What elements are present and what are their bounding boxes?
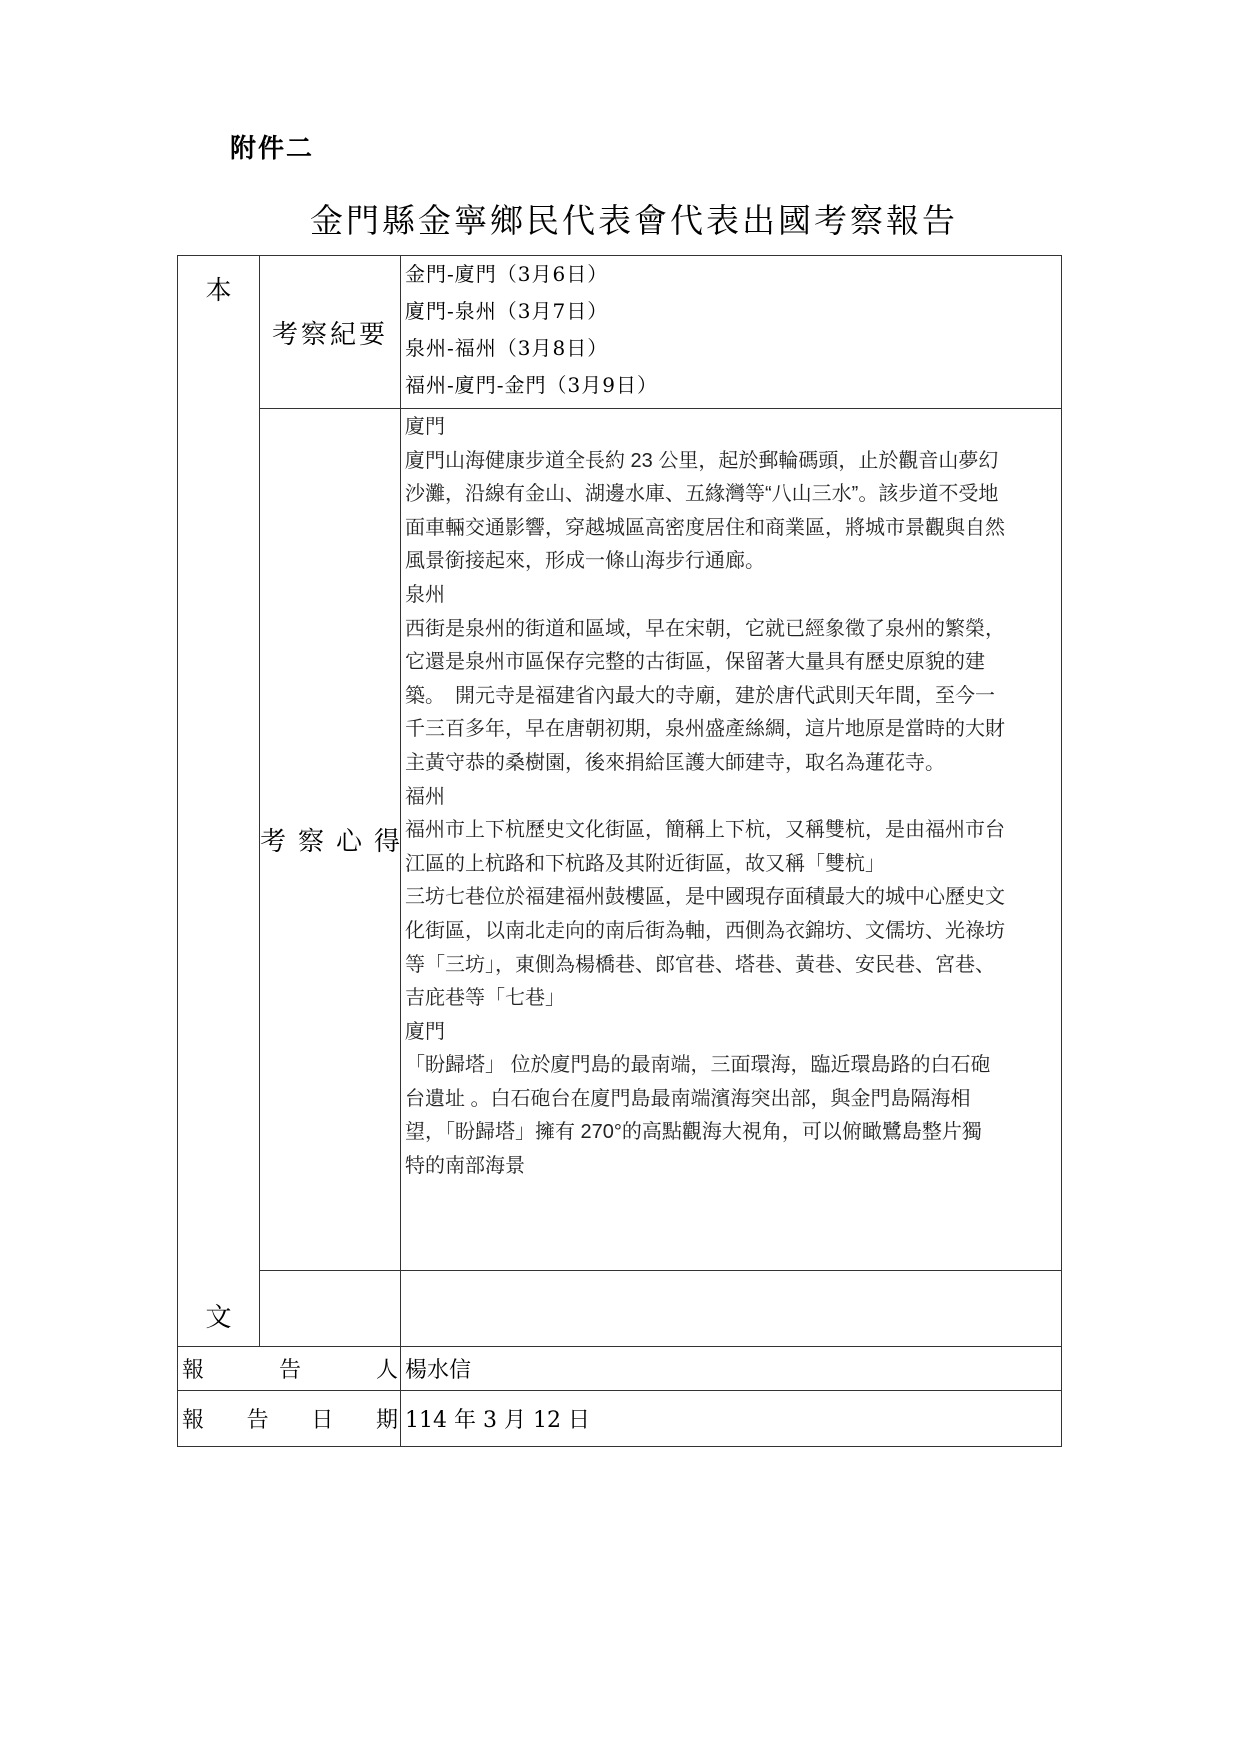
reporter-label [178, 1347, 401, 1391]
itinerary-item: 泉州-福州（3月8日） [405, 336, 609, 360]
itinerary-item: 福州-廈門-金門（3月9日） [405, 373, 658, 397]
empty-row [178, 1271, 1062, 1347]
itinerary-row [178, 256, 1062, 409]
itinerary-label: 考察紀要 [260, 256, 401, 409]
itinerary-cell [401, 256, 1062, 409]
notes-line: 江區的上杭路和下杭路及其附近街區，故又稱「雙杭」 [405, 852, 885, 875]
notes-line: 西街是泉州的街道和區域，早在宋朝，它就已經象徵了泉州的繁榮， [405, 617, 1005, 640]
attachment-label: 附件二 [230, 134, 315, 164]
notes-line: 「盼歸塔」 位於廈門島的最南端，三面環海，臨近環島路的白石砲 [405, 1054, 991, 1077]
notes-line: 主黃守恭的桑樹園，後來捐給匡護大師建寺，取名為蓮花寺。 [405, 751, 945, 774]
notes-line: 等「三坊」，東側為楊橋巷、郎官巷、塔巷、黃巷、安民巷、宮巷、 [405, 953, 995, 976]
notes-line: 特的南部海景 [405, 1155, 525, 1178]
notes-line: 沙灘，沿線有金山、湖邊水庫、五緣灣等“八山三水”。該步道不受地 [405, 483, 999, 506]
body-side-label [178, 256, 260, 1347]
notes-line: 望，「盼歸塔」擁有 270°的高點觀海大視角，可以俯瞰鷺島整片獨 [405, 1121, 982, 1144]
notes-line: 福州 [405, 785, 445, 808]
empty-value-cell [401, 1271, 1062, 1347]
notes-row [178, 409, 1062, 1271]
notes-line: 築。 開元寺是福建省內最大的寺廟，建於唐代武則天年間，至今一 [405, 684, 995, 707]
notes-line: 風景銜接起來，形成一條山海步行通廊。 [405, 550, 765, 573]
empty-label-cell [260, 1271, 401, 1347]
side-label-top: 本 [205, 276, 232, 306]
notes-line: 吉庇巷等「七巷」 [405, 987, 565, 1010]
label-char: 日 [311, 1408, 334, 1433]
side-label-bottom: 文 [205, 1303, 232, 1333]
notes-line: 廈門山海健康步道全長約 23 公里，起於郵輪碼頭，止於觀音山夢幻 [405, 449, 999, 472]
notes-line: 泉州 [405, 583, 445, 606]
label-char: 告 [278, 1358, 301, 1383]
reporter-row [178, 1347, 1062, 1391]
notes-cell [401, 409, 1062, 1271]
label-char: 人 [375, 1358, 398, 1383]
notes-line: 化街區，以南北走向的南后街為軸，西側為衣錦坊、文儒坊、光祿坊 [405, 919, 1005, 942]
notes-line: 廈門 [405, 1020, 445, 1043]
notes-line: 廈門 [405, 416, 445, 438]
notes-line: 三坊七巷位於福建福州鼓樓區，是中國現存面積最大的城中心歷史文 [405, 886, 1005, 909]
notes-line: 它還是泉州市區保存完整的古街區，保留著大量具有歷史原貌的建 [405, 651, 985, 674]
itinerary-item: 廈門-泉州（3月7日） [405, 299, 609, 323]
notes-label: 考察心得 [260, 409, 401, 1271]
label-char: 報 [182, 1408, 205, 1433]
label-char: 告 [246, 1408, 269, 1433]
label-char: 期 [375, 1408, 398, 1433]
report-date-label [178, 1391, 401, 1447]
notes-line: 福州市上下杭歷史文化街區，簡稱上下杭，又稱雙杭，是由福州市台 [405, 819, 1005, 842]
report-date-value: 114 年 3 月 12 日 [401, 1391, 1062, 1447]
report-date-row [178, 1391, 1062, 1447]
notes-line: 千三百多年，早在唐朝初期，泉州盛產絲綢，這片地原是當時的大財 [405, 718, 1005, 741]
document-title: 金門縣金寧鄉民代表會代表出國考察報告 [310, 201, 958, 240]
itinerary-item: 金門-廈門（3月6日） [405, 262, 609, 286]
notes-line: 面車輛交通影響，穿越城區高密度居住和商業區，將城市景觀與自然 [405, 516, 1005, 539]
reporter-value: 楊水信 [401, 1347, 1062, 1391]
notes-line: 台遺址 。白石砲台在廈門島最南端濱海突出部，與金門島隔海相 [405, 1087, 971, 1110]
label-char: 報 [182, 1358, 205, 1383]
report-table [177, 255, 1062, 1447]
